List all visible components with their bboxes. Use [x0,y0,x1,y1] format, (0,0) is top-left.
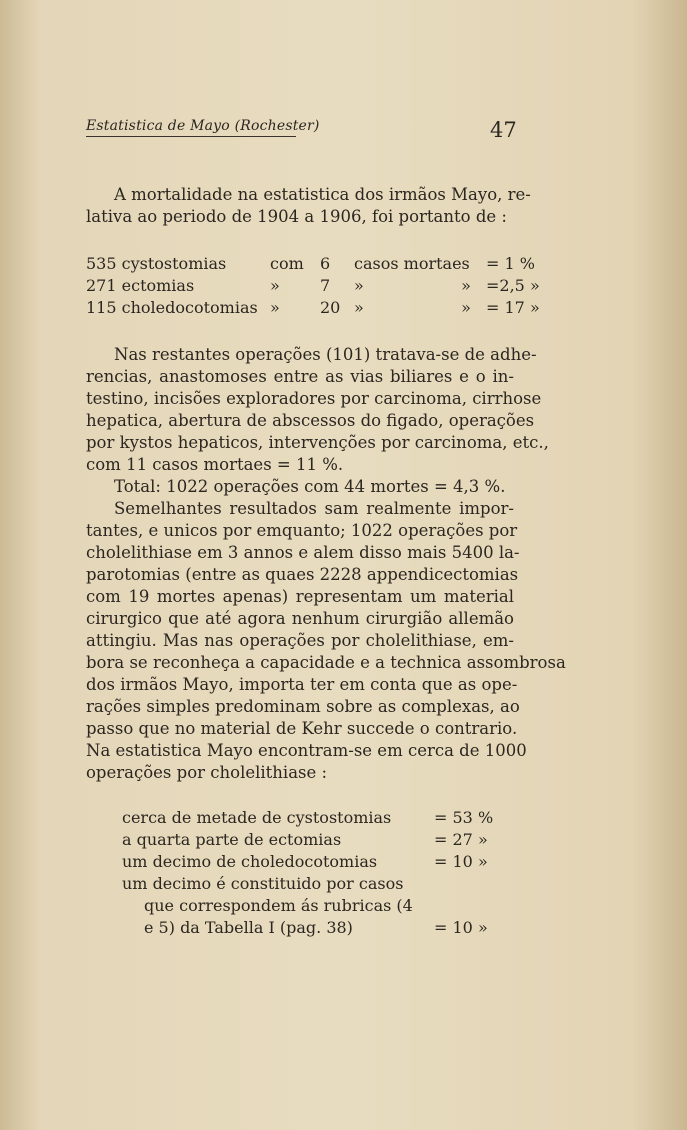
table-row [86,274,546,296]
procedure-cell: ectomias [121,275,195,295]
text-line: rencias, anastomoses entre as vias biliares e o in- [86,367,514,386]
text-line: hepatica, abertura de abscessos do figado, operações [86,411,535,430]
text-line: parotomias (entre as quaes 2228 appendicectomias [86,565,519,584]
summary-table [122,808,524,940]
text-line: por kystos hepaticos, intervenções por carcinoma, etc., [86,433,549,452]
text-line: cholelithiase em 3 annos e alem disso mais 5400 la- [86,543,520,562]
text-line: Total: 1022 operações com 44 mortes = 4,3 %. [114,477,506,496]
deaths-cell: 6 [320,253,331,273]
text-line: operações por cholelithiase : [86,763,328,782]
text-line: com 19 mortes apenas) representam um material [86,587,514,606]
text-line: passo que no material de Kehr succede o contrario. [86,719,518,738]
count-cell: 535 [86,253,117,273]
summary-text: que correspondem ás rubricas (4 [144,896,413,915]
count-cell: 271 [86,275,117,295]
summary-value: = 10 » [434,918,488,937]
with-cell: » [270,297,280,317]
page-number: 47 [490,118,517,142]
body-paragraph [86,344,566,784]
label-cell: » [354,275,364,295]
table-row [122,830,524,852]
label-cell: casos mortaes [354,253,470,273]
text-line: attingiu. Mas nas operações por cholelithiase, em- [86,631,514,650]
count-cell: 115 [86,297,117,317]
procedure-cell: choledocotomias [121,297,258,317]
rate-cell: = 1 % [486,253,535,273]
running-title: Estatistica de Mayo (Rochester) [86,118,296,137]
mortality-table [86,252,546,318]
summary-text: a quarta parte de ectomias [122,830,342,849]
summary-value [434,874,524,896]
table-row [122,918,524,940]
table-row [122,896,524,918]
intro-paragraph [86,184,531,228]
rate-cell: =2,5 » [486,275,540,295]
label-cell: » [354,297,364,317]
table-row [86,296,546,318]
summary-text: um decimo é constituido por casos [122,874,404,893]
table-row [122,874,524,896]
summary-text: um decimo de choledocotomias [122,852,378,871]
deaths-cell: 7 [320,275,331,295]
ditto-cell: » [461,275,471,295]
text-line: rações simples predominam sobre as complexas, ao [86,697,520,716]
summary-value [434,896,524,918]
table-row [122,852,524,874]
text-line: cirurgico que até agora nenhum cirurgião allemão [86,609,514,628]
table-row [86,252,546,274]
rate-cell: = 17 » [486,297,540,317]
summary-text: e 5) da Tabella I (pag. 38) [144,918,353,937]
procedure-cell: cystostomias [121,253,227,273]
with-cell: com [270,253,304,273]
table-row [122,808,524,830]
text-line: A mortalidade na estatistica dos irmãos Mayo, re- [114,185,531,204]
text-line: testino, incisões exploradores por carcinoma, cirrhose [86,389,542,408]
with-cell: » [270,275,280,295]
text-line: lativa ao periodo de 1904 a 1906, foi portanto de : [86,207,507,226]
text-line: Nas restantes operações (101) tratava-se de adhe- [114,345,537,364]
text-line: Semelhantes resultados sam realmente impor- [114,499,514,518]
text-line: com 11 casos mortaes = 11 %. [86,455,344,474]
summary-value: = 53 % [434,808,494,827]
text-line: tantes, e unicos por emquanto; 1022 operações por [86,521,518,540]
summary-value: = 27 » [434,830,488,849]
ditto-cell: » [461,297,471,317]
text-line: Na estatistica Mayo encontram-se em cerca de 1000 [86,741,527,760]
text-line: dos irmãos Mayo, importa ter em conta que as ope- [86,675,518,694]
text-line: bora se reconheça a capacidade e a technica assombrosa [86,653,566,672]
summary-text: cerca de metade de cystostomias [122,808,392,827]
summary-value: = 10 » [434,852,488,871]
deaths-cell: 20 [320,297,341,317]
